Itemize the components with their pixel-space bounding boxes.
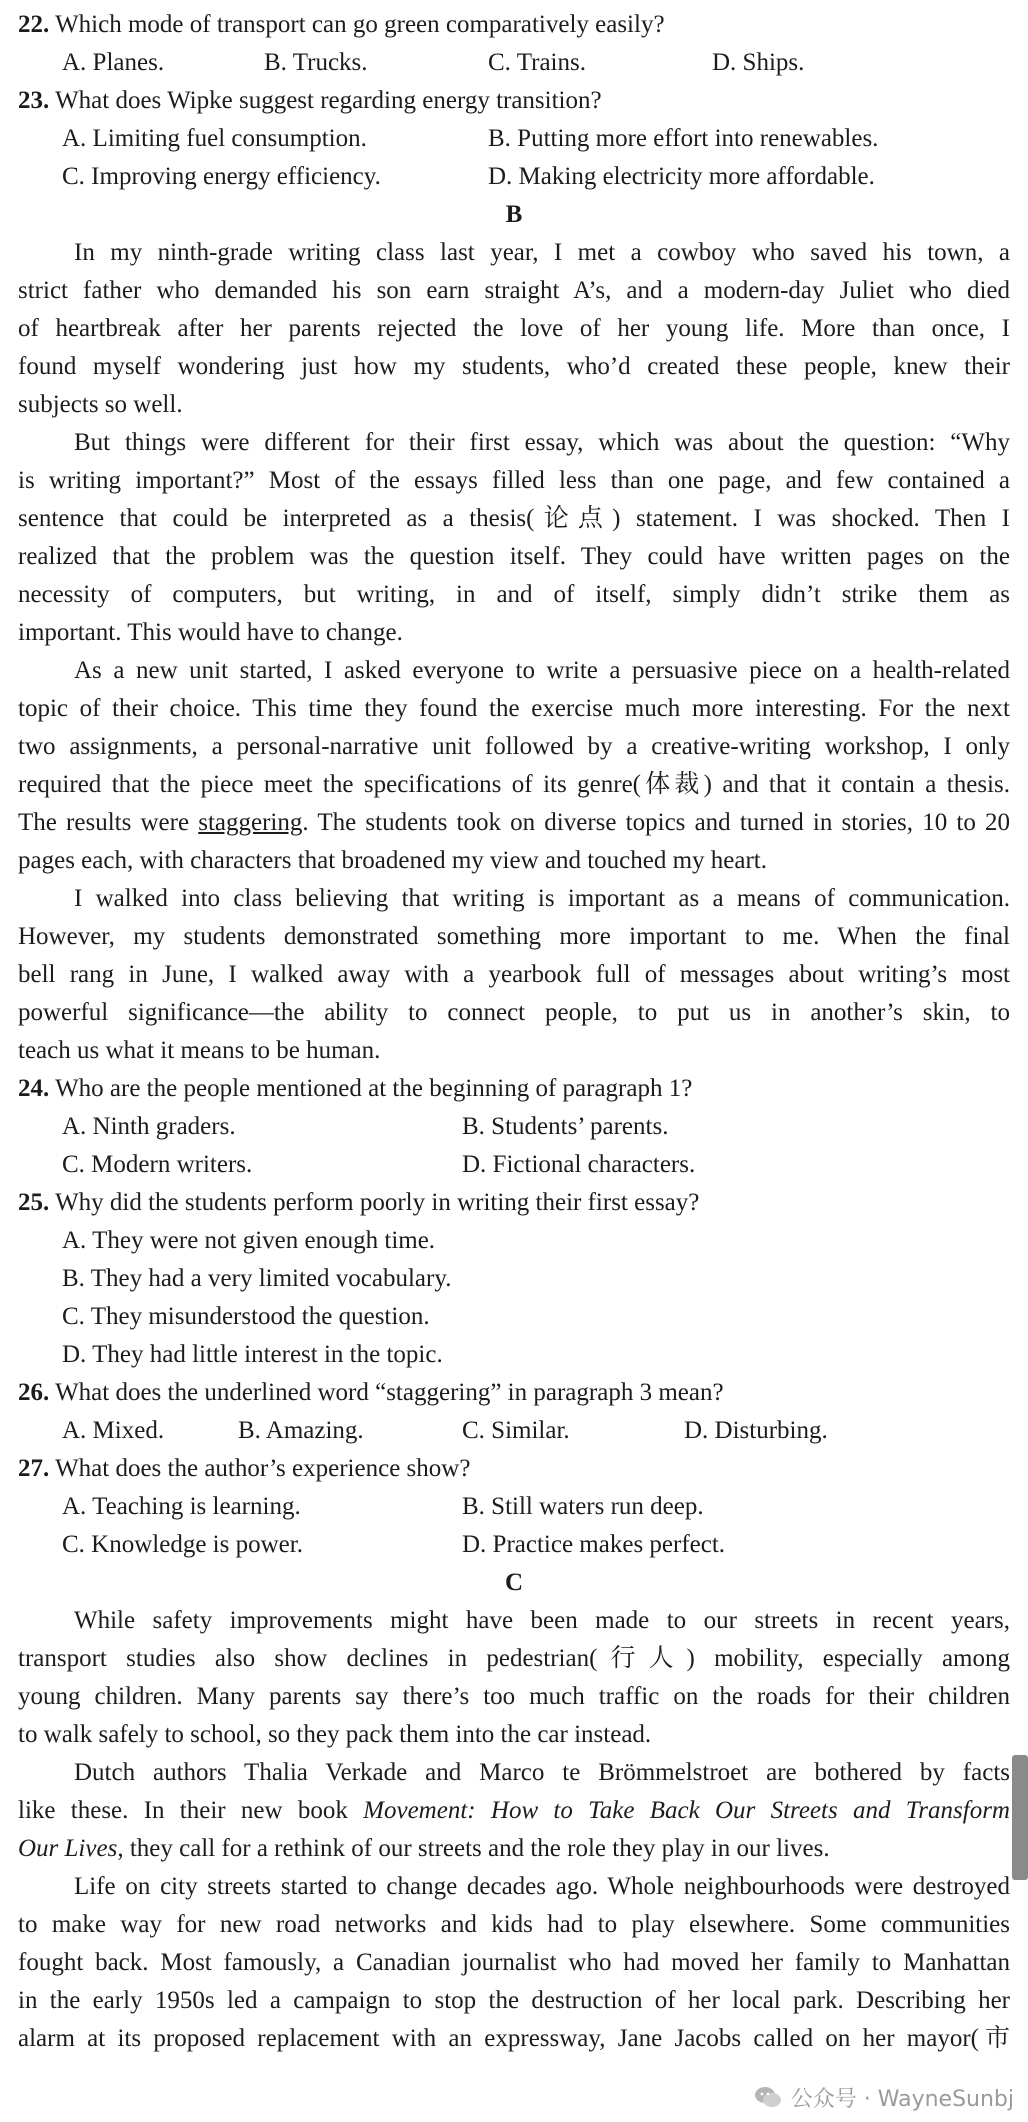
option-d[interactable]: D. They had little interest in the topic.: [62, 1341, 443, 1368]
text-line: found myself wondering just how my students, who’d created these people, knew their: [18, 353, 1010, 380]
text-run: The results were: [18, 809, 199, 836]
question-25: [18, 1184, 699, 1222]
passage-c-paragraph-3: [18, 1868, 1010, 2058]
option-a[interactable]: A. Teaching is learning.: [62, 1493, 301, 1520]
question-number: 24.: [18, 1075, 50, 1102]
text-run: . The students took on diverse topics and turned in stories, 10 to 20: [302, 809, 1010, 836]
text-line: important. This would have to change.: [18, 619, 403, 646]
option-b[interactable]: B. Amazing.: [238, 1417, 364, 1444]
question-number: 25.: [18, 1189, 50, 1216]
option-d[interactable]: D. Fictional characters.: [462, 1151, 696, 1178]
question-text: What does the author’s experience show?: [55, 1455, 471, 1482]
question-number: 23.: [18, 87, 50, 114]
section-c-heading: C: [504, 1569, 524, 1596]
section-b-heading: B: [505, 201, 523, 228]
passage-b-paragraph-4: [18, 880, 1010, 1070]
text-line: alarm at its proposed replacement with an expressway, Jane Jacobs called on her mayor(市: [18, 2025, 1010, 2052]
text-line: teach us what it means to be human.: [18, 1037, 381, 1064]
question-number: 26.: [18, 1379, 50, 1406]
text-line: in the early 1950s led a campaign to stop the destruction of her local park. Describing her: [18, 1987, 1010, 2014]
text-line: two assignments, a personal-narrative unit followed by a creative-writing workshop, I only: [18, 733, 1010, 760]
text-line: necessity of computers, but writing, in and of itself, simply didn’t strike them as: [18, 581, 1010, 608]
text-line: of heartbreak after her parents rejected the love of her young life. More than once, I: [18, 315, 1010, 342]
question-24: [18, 1070, 692, 1108]
option-a[interactable]: A. Mixed.: [62, 1417, 165, 1444]
option-b[interactable]: B. They had a very limited vocabulary.: [62, 1265, 452, 1292]
option-a[interactable]: A. Ninth graders.: [62, 1113, 236, 1140]
text-line: I walked into class believing that writing is important as a means of communication.: [74, 885, 1010, 912]
question-text: Who are the people mentioned at the beginning of paragraph 1?: [55, 1075, 693, 1102]
text-line: to walk safely to school, so they pack them into the car instead.: [18, 1721, 652, 1748]
option-c[interactable]: C. Knowledge is power.: [62, 1531, 303, 1558]
underlined-word: staggering: [198, 809, 303, 836]
question-22: [18, 6, 665, 44]
question-text: Why did the students perform poorly in writing their first essay?: [55, 1189, 700, 1216]
option-c[interactable]: C. They misunderstood the question.: [62, 1303, 430, 1330]
passage-b-paragraph-1: [18, 234, 1010, 424]
text-line: In my ninth-grade writing class last year, I met a cowboy who saved his town, a: [74, 239, 1010, 266]
text-line: powerful significance—the ability to connect people, to put us in another’s skin, to: [18, 999, 1010, 1026]
text-line: Dutch authors Thalia Verkade and Marco te Brömmelstroet are bothered by facts: [74, 1759, 1010, 1786]
text-line: topic of their choice. This time they found the exercise much more interesting. For the next: [18, 695, 1010, 722]
text-line: bell rang in June, I walked away with a yearbook full of messages about writing’s most: [18, 961, 1010, 988]
passage-c-paragraph-1: [18, 1602, 1010, 1754]
text-line: fought back. Most famously, a Canadian journalist who had moved her family to Manhattan: [18, 1949, 1010, 1976]
question-text: What does the underlined word “staggering” in paragraph 3 mean?: [55, 1379, 724, 1406]
question-number: 22.: [18, 11, 50, 38]
option-b[interactable]: B. Putting more effort into renewables.: [488, 125, 879, 152]
watermark: [753, 2080, 1014, 2114]
text-line: to make way for new road networks and kids had to play elsewhere. Some communities: [18, 1911, 1010, 1938]
option-b[interactable]: B. Still waters run deep.: [462, 1493, 704, 1520]
option-c[interactable]: C. Trains.: [488, 49, 586, 76]
text-run: like these. In their new book: [18, 1797, 364, 1824]
text-line: But things were different for their first essay, which was about the question: “Why: [74, 429, 1010, 456]
text-line: pages each, with characters that broadened my view and touched my heart.: [18, 847, 767, 874]
text-line: [18, 1830, 1010, 1868]
option-b[interactable]: B. Trucks.: [264, 49, 368, 76]
option-d[interactable]: D. Disturbing.: [684, 1417, 828, 1444]
text-line: sentence that could be interpreted as a thesis(论点) statement. I was shocked. Then I: [18, 505, 1010, 532]
question-number: 27.: [18, 1455, 50, 1482]
option-a[interactable]: A. Limiting fuel consumption.: [62, 125, 367, 152]
text-line: However, my students demonstrated something more important to me. When the final: [18, 923, 1010, 950]
option-a[interactable]: A. They were not given enough time.: [62, 1227, 436, 1254]
watermark-text: 公众号 · WayneSunbj: [790, 2086, 1014, 2112]
text-line: young children. Many parents say there’s too much traffic on the roads for their children: [18, 1683, 1010, 1710]
text-line: strict father who demanded his son earn straight A’s, and a modern-day Juliet who died: [18, 277, 1010, 304]
text-line: [18, 804, 1010, 842]
text-line: Life on city streets started to change decades ago. Whole neighbourhoods were destroyed: [74, 1873, 1010, 1900]
book-title: Our Lives: [18, 1835, 118, 1862]
option-c[interactable]: C. Modern writers.: [62, 1151, 253, 1178]
question-text: What does Wipke suggest regarding energy transition?: [55, 87, 602, 114]
question-23: [18, 82, 602, 120]
option-d[interactable]: D. Practice makes perfect.: [462, 1531, 726, 1558]
book-title: Movement: How to Take Back Our Streets and Transform: [363, 1797, 1010, 1824]
option-a[interactable]: A. Planes.: [62, 49, 165, 76]
text-line: [18, 1792, 1010, 1830]
text-line: transport studies also show declines in pedestrian(行人) mobility, especially among: [18, 1645, 1010, 1672]
text-run: , they call for a rethink of our streets and the role they play in our lives.: [117, 1835, 830, 1862]
wechat-icon: [753, 2082, 783, 2112]
text-line: realized that the problem was the question itself. They could have written pages on the: [18, 543, 1010, 570]
question-27: [18, 1450, 470, 1488]
text-line: is writing important?” Most of the essays filled less than one page, and few contained a: [18, 467, 1010, 494]
question-text: Which mode of transport can go green comparatively easily?: [55, 11, 665, 38]
text-line: required that the piece meet the specifications of its genre(体裁) and that it contain a thesis.: [18, 771, 1010, 798]
text-line: While safety improvements might have been made to our streets in recent years,: [74, 1607, 1010, 1634]
text-line: As a new unit started, I asked everyone to write a persuasive piece on a health-related: [74, 657, 1010, 684]
question-26: [18, 1374, 724, 1412]
option-c[interactable]: C. Improving energy efficiency.: [62, 163, 381, 190]
option-c[interactable]: C. Similar.: [462, 1417, 570, 1444]
option-b[interactable]: B. Students’ parents.: [462, 1113, 669, 1140]
passage-b-paragraph-2: [18, 424, 1010, 652]
option-d[interactable]: D. Ships.: [712, 49, 805, 76]
passage-c-paragraph-2: [18, 1754, 1010, 1868]
text-line: subjects so well.: [18, 391, 183, 418]
scrollbar[interactable]: [1012, 1755, 1028, 1880]
option-d[interactable]: D. Making electricity more affordable.: [488, 163, 875, 190]
passage-b-paragraph-3: [18, 652, 1010, 880]
